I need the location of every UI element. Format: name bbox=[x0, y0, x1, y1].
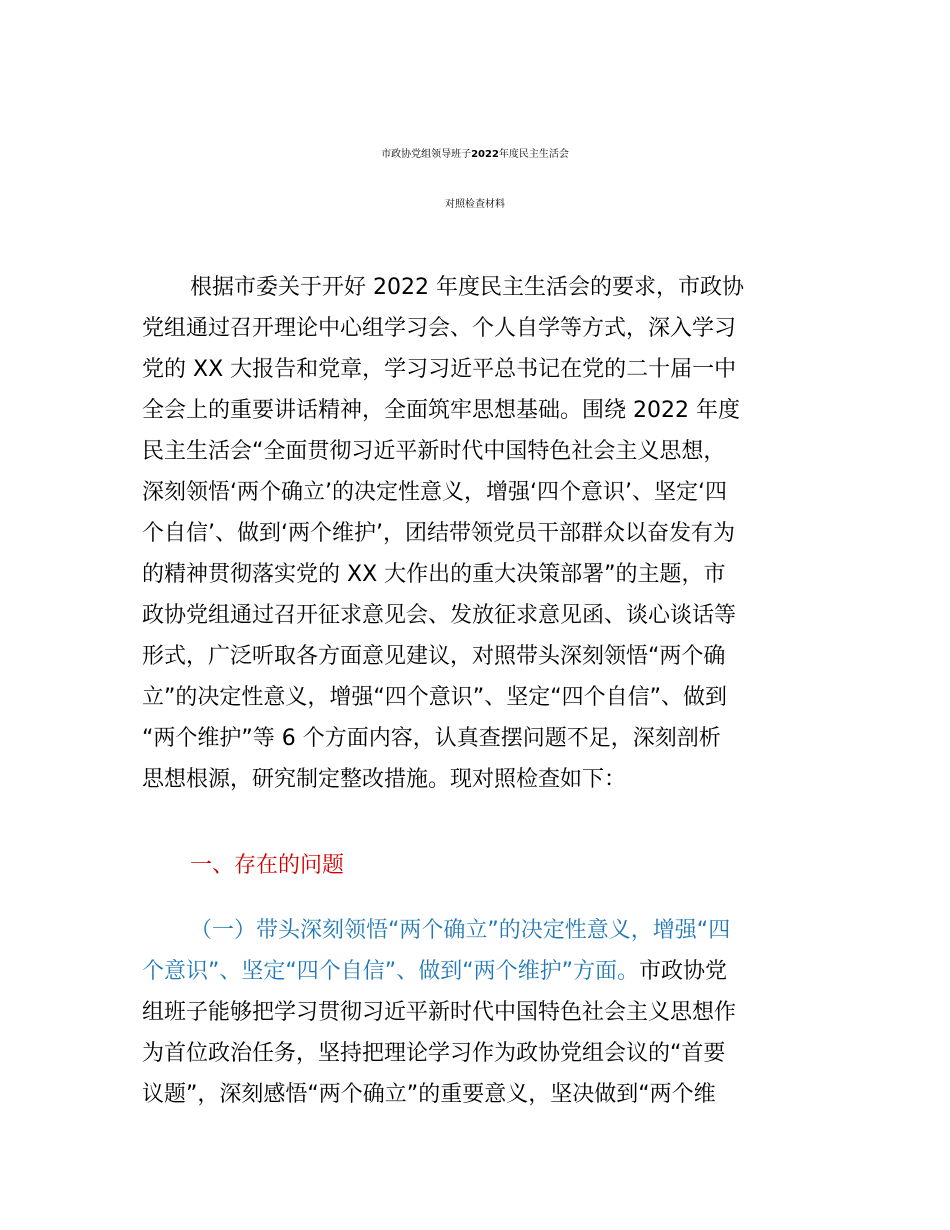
document-title-line-1 bbox=[0, 150, 950, 160]
title-text-part-1: 市政协党组领导班子 bbox=[381, 149, 472, 160]
intro-paragraph-line: 个自信’、做到‘两个维护’，团结带领党员干部群众以奋发有为 bbox=[142, 521, 735, 546]
intro-paragraph-line: “两个维护”等 6 个方面内容，认真查摆问题不足，深刻剖析 bbox=[142, 726, 721, 751]
subsection-body-start: 市政协党 bbox=[639, 959, 728, 984]
intro-paragraph-line: 党的 XX 大报告和党章，学习习近平总书记在党的二十届一中 bbox=[142, 357, 737, 382]
subsection-line-2 bbox=[142, 961, 727, 983]
subsection-heading-line-2: 个意识”、坚定“四个自信”、做到“两个维护”方面。 bbox=[142, 959, 639, 984]
subsection-body-line: 为首位政治任务，坚持把理论学习作为政协党组会议的“首要 bbox=[142, 1041, 726, 1066]
intro-paragraph-line: 全会上的重要讲话精神，全面筑牢思想基础。围绕 2022 年度 bbox=[142, 398, 740, 423]
intro-paragraph-line: 的精神贯彻落实党的 XX 大作出的重大决策部署”的主题，市 bbox=[142, 562, 726, 587]
subsection-heading-line-1: （一）带头深刻领悟“两个确立”的决定性意义，增强“四 bbox=[190, 918, 731, 943]
intro-paragraph-line: 形式，广泛听取各方面意见建议，对照带头深刻领悟“两个确 bbox=[142, 644, 726, 669]
section-heading: 一、存在的问题 bbox=[190, 853, 345, 878]
title-text-part-2: 年度民主生活会 bbox=[498, 149, 569, 160]
document-title-line-2: 对照检查材料 bbox=[445, 199, 505, 210]
intro-paragraph-line: 党组通过召开理论中心组学习会、个人自学等方式，深入学习 bbox=[142, 316, 737, 341]
intro-paragraph-line: 立”的决定性意义，增强“四个意识”、坚定“四个自信”、做到 bbox=[142, 685, 727, 710]
intro-paragraph-line: 深刻领悟‘两个确立’的决定性意义，增强‘四个意识’、坚定‘四 bbox=[142, 480, 727, 505]
subsection-body-line: 组班子能够把学习贯彻习近平新时代中国特色社会主义思想作 bbox=[142, 1000, 737, 1025]
subsection-body-line: 议题”，深刻感悟“两个确立”的重要意义，坚决做到“两个维 bbox=[142, 1082, 716, 1107]
intro-paragraph-line: 根据市委关于开好 2022 年度民主生活会的要求，市政协 bbox=[190, 275, 744, 300]
title-year: 2022 bbox=[471, 149, 499, 160]
intro-paragraph-line: 政协党组通过召开征求意见会、发放征求意见函、谈心谈话等 bbox=[142, 603, 737, 628]
intro-paragraph-line: 民主生活会“全面贯彻习近平新时代中国特色社会主义思想， bbox=[142, 439, 726, 464]
intro-paragraph-line: 思想根源，研究制定整改措施。现对照检查如下： bbox=[142, 767, 627, 792]
